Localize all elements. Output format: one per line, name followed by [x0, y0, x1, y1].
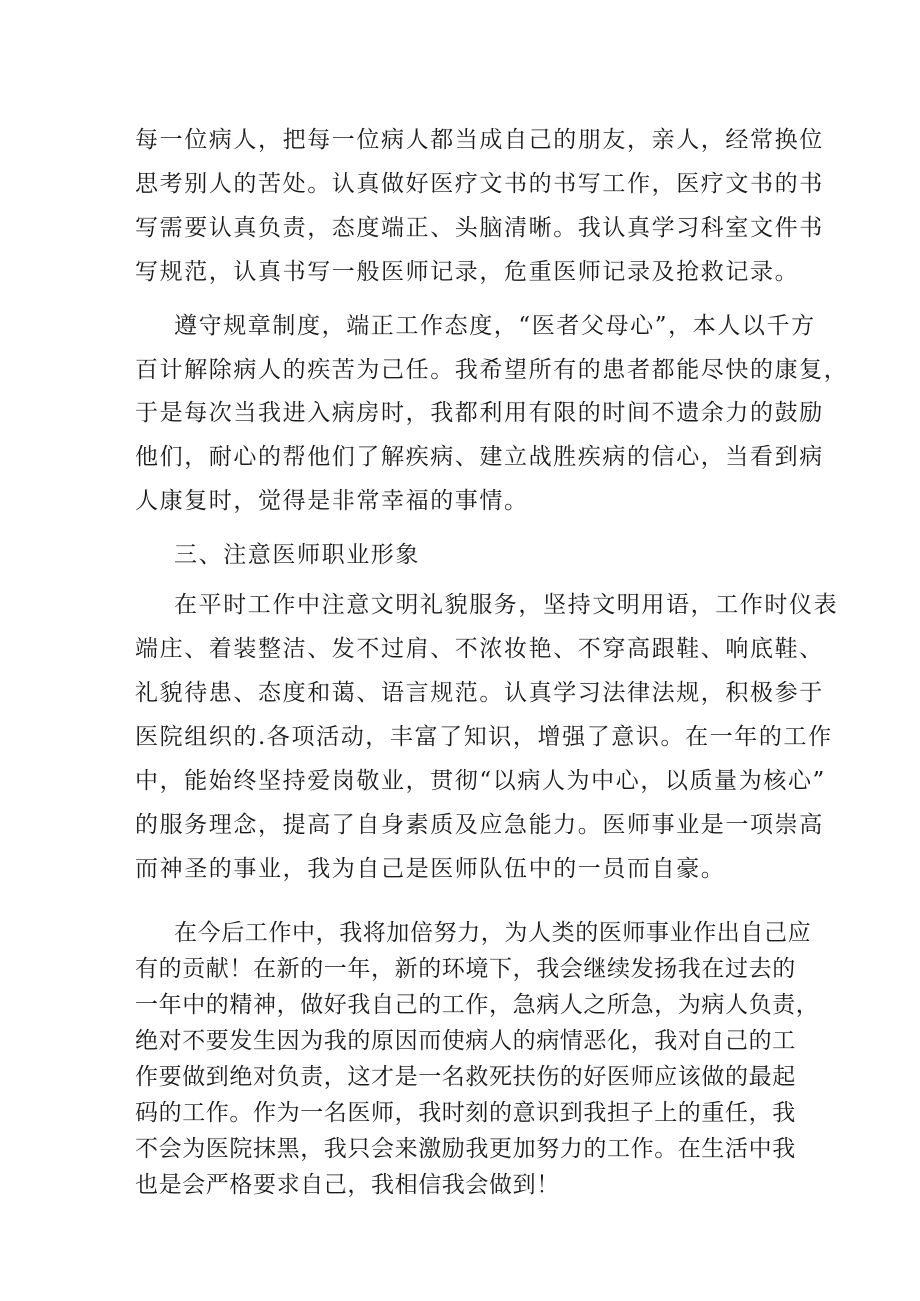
paragraph-line: 中，能始终坚持爱岗敬业，贯彻“以病人为中心，以质量为核心”: [135, 768, 826, 794]
paragraph-line: 端庄、着装整洁、发不过肩、不浓妆艳、不穿高跟鞋、响底鞋、: [135, 636, 824, 662]
paragraph-line: 礼貌待患、态度和蔼、语言规范。认真学习法律法规，积极参于: [135, 680, 824, 706]
paragraph-line: 作要做到绝对负责，这才是一名救死扶伤的好医师应该做的最起: [135, 1064, 796, 1090]
paragraph-line: 也是会严格要求自己，我相信我会做到！: [135, 1172, 560, 1198]
paragraph-line: 在今后工作中，我将加倍努力，为人类的医师事业作出自己应: [174, 920, 812, 946]
paragraph-line: 医院组织的.各项活动，丰富了知识，增强了意识。在一年的工作: [135, 724, 833, 750]
paragraph-line: 有的贡献！在新的一年，新的环境下，我会继续发扬我在过去的: [135, 956, 796, 982]
paragraph-line: 写规范，认真书写一般医师记录，危重医师记录及抢救记录。: [135, 259, 800, 285]
paragraph-line: 不会为医院抹黑，我只会来激励我更加努力的工作。在生活中我: [135, 1136, 796, 1162]
paragraph-line: 码的工作。作为一名医师，我时刻的意识到我担子上的重任，我: [135, 1100, 796, 1126]
paragraph-line: 每一位病人，把每一位病人都当成自己的朋友，亲人，经常换位: [135, 127, 824, 153]
section-heading: 三、注意医师职业形象: [174, 542, 420, 568]
paragraph-line: 人康复时，觉得是非常幸福的事情。: [135, 488, 529, 514]
paragraph-line: 百计解除病人的疾苦为己任。我希望所有的患者都能尽快的康复，: [135, 357, 849, 383]
paragraph-line: 遵守规章制度，端正工作态度，“医者父母心”，本人以千方: [174, 313, 816, 339]
paragraph-line: 写需要认真负责，态度端正、头脑清晰。我认真学习科室文件书: [135, 215, 824, 241]
paragraph-line: 而神圣的事业，我为自己是医师队伍中的一员而自豪。: [135, 856, 726, 882]
paragraph-line: 于是每次当我进入病房时，我都利用有限的时间不遗余力的鼓励: [135, 400, 824, 426]
paragraph-line: 他们，耐心的帮他们了解疾病、建立战胜疾病的信心，当看到病: [135, 444, 824, 470]
paragraph-line: 在平时工作中注意文明礼貌服务，坚持文明用语，工作时仪表: [174, 592, 839, 618]
paragraph-line: 思考别人的苦处。认真做好医疗文书的书写工作，医疗文书的书: [135, 171, 824, 197]
paragraph-line: 绝对不要发生因为我的原因而使病人的病情恶化，我对自己的工: [135, 1028, 796, 1054]
paragraph-line: 一年中的精神，做好我自己的工作，急病人之所急，为病人负责，: [135, 992, 820, 1018]
paragraph-line: 的服务理念，提高了自身素质及应急能力。医师事业是一项崇高: [135, 812, 824, 838]
